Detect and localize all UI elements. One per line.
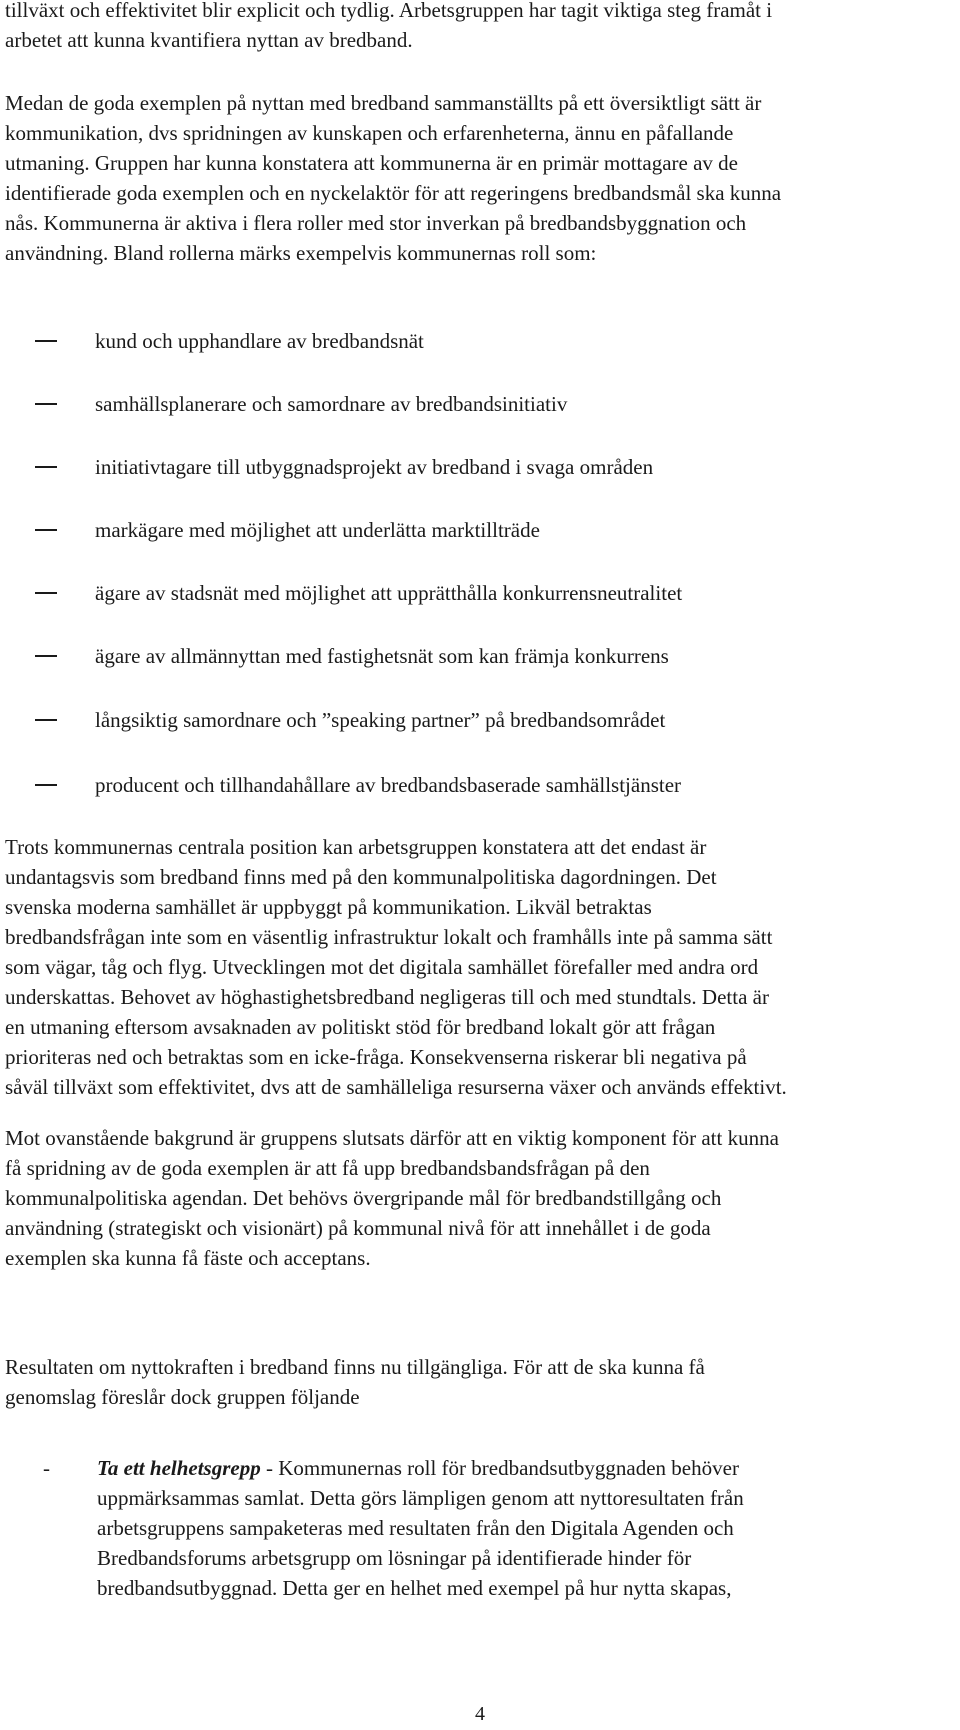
paragraph-results	[5, 1352, 945, 1412]
dash-bullet	[35, 466, 57, 468]
list-item	[5, 326, 945, 356]
paragraph-political-agenda	[5, 832, 945, 1102]
proposal-first-line	[97, 1453, 947, 1483]
text-line: såväl tillväxt som effektivitet, dvs att de samhälleliga resurserna växer och används effektivt.	[5, 1075, 787, 1099]
list-item	[5, 705, 945, 735]
page-number: 4	[475, 1703, 485, 1725]
list-item-text: ägare av allmännyttan med fastighetsnät som kan främja konkurrens	[95, 644, 669, 668]
text-line: undantagsvis som bredband finns med på den kommunalpolitiska dagordningen. Det	[5, 865, 717, 889]
text-line: utmaning. Gruppen har kunna konstatera att kommunerna är en primär mottagare av de	[5, 151, 738, 175]
proposal-body	[97, 1453, 947, 1603]
text-line: Trots kommunernas centrala position kan arbetsgruppen konstatera att det endast är	[5, 835, 707, 859]
text-line: svenska moderna samhället är uppbyggt på kommunikation. Likväl betraktas	[5, 895, 652, 919]
list-item-text: markägare med möjlighet att underlätta marktillträde	[95, 518, 540, 542]
text-line: få spridning av de goda exemplen är att få upp bredbandsbandsfrågan på den	[5, 1156, 650, 1180]
list-item-text: kund och upphandlare av bredbandsnät	[95, 329, 424, 353]
text-line: prioriteras ned och betraktas som en icke-fråga. Konsekvenserna riskerar bli negativa på	[5, 1045, 747, 1069]
text-line: underskattas. Behovet av höghastighetsbredband negligeras till och med stundtals. Detta är	[5, 985, 769, 1009]
text-line: kommunikation, dvs spridningen av kunskapen och erfarenheterna, ännu en påfallande	[5, 121, 734, 145]
list-item-text: samhällsplanerare och samordnare av bredbandsinitiativ	[95, 392, 568, 416]
text-line: arbetet att kunna kvantifiera nyttan av bredband.	[5, 28, 413, 52]
text-line: identifierade goda exemplen och en nyckelaktör för att regeringens bredbandsmål ska kunna	[5, 181, 782, 205]
text-line: Bredbandsforums arbetsgrupp om lösningar på identifierade hinder för	[97, 1546, 692, 1570]
text-line: uppmärksammas samlat. Detta görs lämpligen genom att nyttoresultaten från	[97, 1486, 744, 1510]
list-item-text: producent och tillhandahållare av bredbandsbaserade samhällstjänster	[95, 773, 682, 797]
text-line: exemplen ska kunna få fäste och acceptans.	[5, 1246, 371, 1270]
text-line: som vägar, tåg och flyg. Utvecklingen mot det digitala samhället förefaller med andra ord	[5, 955, 759, 979]
text-line: genomslag föreslår dock gruppen följande	[5, 1385, 360, 1409]
list-item-text: långsiktig samordnare och ”speaking partner” på bredbandsområdet	[95, 708, 666, 732]
list-item	[5, 578, 945, 608]
list-item-text: ägare av stadsnät med möjlighet att upprätthålla konkurrensneutralitet	[95, 581, 683, 605]
list-item	[5, 641, 945, 671]
list-item	[5, 770, 945, 800]
text-line: kommunalpolitiska agendan. Det behövs övergripande mål för bredbandstillgång och	[5, 1186, 722, 1210]
paragraph-conclusion	[5, 1123, 945, 1273]
text-line: nås. Kommunerna är aktiva i flera roller med stor inverkan på bredbandsbyggnation och	[5, 211, 747, 235]
text-line: en utmaning eftersom avsaknaden av politiskt stöd för bredband lokalt gör att frågan	[5, 1015, 716, 1039]
list-item-text: initiativtagare till utbyggnadsprojekt av bredband i svaga områden	[95, 455, 654, 479]
text-line: Medan de goda exemplen på nyttan med bredband sammanställts på ett översiktligt sätt är	[5, 91, 762, 115]
proposal-dash: -	[43, 1456, 50, 1480]
paragraph-communication	[5, 88, 945, 268]
list-item	[5, 389, 945, 419]
dash-bullet	[35, 784, 57, 786]
dash-bullet	[35, 592, 57, 594]
dash-bullet	[35, 719, 57, 721]
dash-bullet	[35, 340, 57, 342]
proposal-title: Ta ett helhetsgrepp	[97, 1456, 261, 1480]
proposal-first-line-rest: - Kommunernas roll för bredbandsutbyggnaden behöver	[260, 1456, 739, 1480]
dash-bullet	[35, 403, 57, 405]
text-line: tillväxt och effektivitet blir explicit och tydlig. Arbetsgruppen har tagit viktiga steg framåt i	[5, 0, 773, 22]
list-item	[5, 452, 945, 482]
dash-bullet	[35, 655, 57, 657]
paragraph-intro	[5, 0, 945, 55]
text-line: arbetsgruppens sampaketeras med resultaten från den Digitala Agenden och	[97, 1516, 734, 1540]
text-line: användning (strategiskt och visionärt) på kommunal nivå för att innehållet i de goda	[5, 1216, 711, 1240]
text-line: bredbandsfrågan inte som en väsentlig infrastruktur lokalt och framhålls inte på samma sätt	[5, 925, 773, 949]
dash-bullet	[35, 529, 57, 531]
text-line: Resultaten om nyttokraften i bredband finns nu tillgängliga. För att de ska kunna få	[5, 1355, 705, 1379]
text-line: användning. Bland rollerna märks exempelvis kommunernas roll som:	[5, 241, 597, 265]
text-line: Mot ovanstående bakgrund är gruppens slutsats därför att en viktig komponent för att kunna	[5, 1126, 779, 1150]
text-line: bredbandsutbyggnad. Detta ger en helhet med exempel på hur nytta skapas,	[97, 1576, 732, 1600]
list-item	[5, 515, 945, 545]
